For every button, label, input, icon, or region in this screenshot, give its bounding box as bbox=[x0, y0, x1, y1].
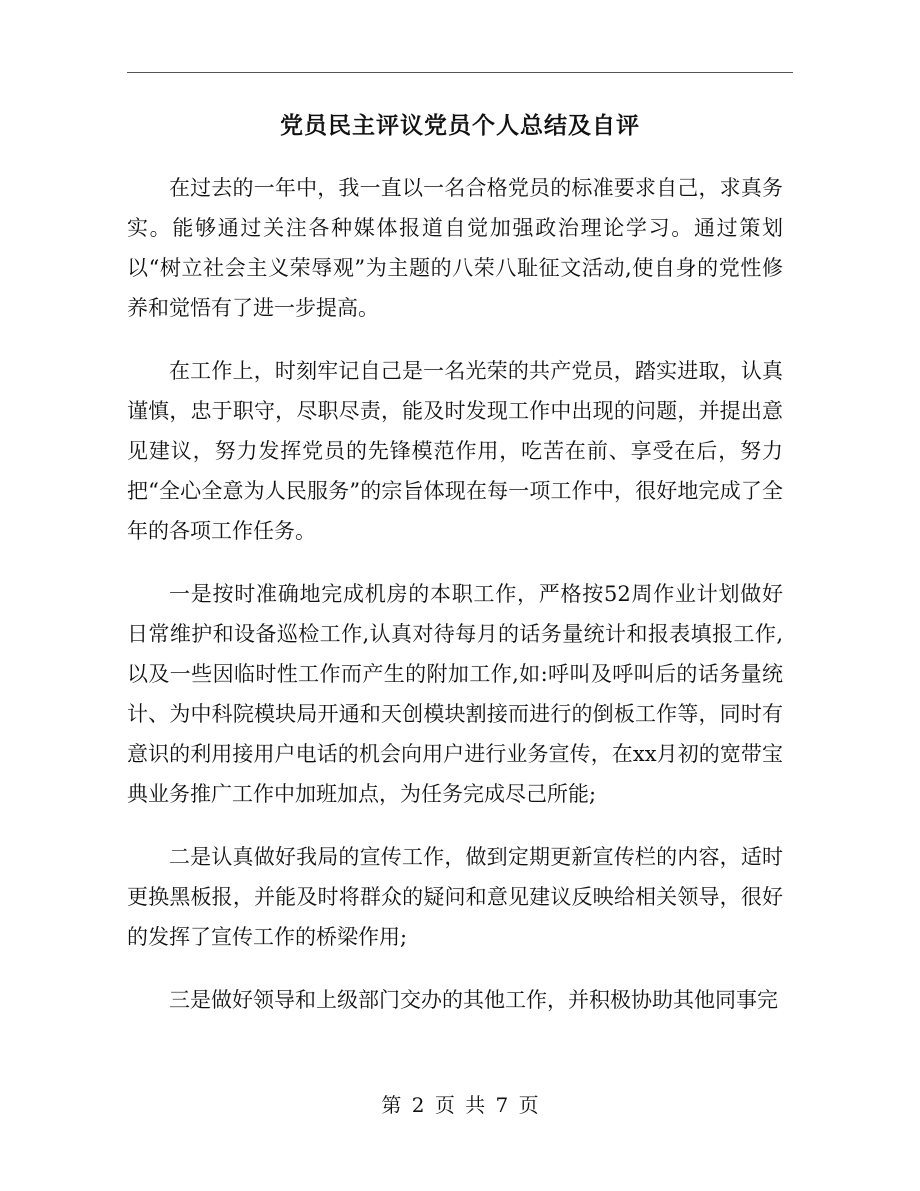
paragraph-4: 二是认真做好我局的宣传工作，做到定期更新宣传栏的内容，适时更换黑板报，并能及时将群众的疑问和意见建议反映给相关领导，很好的发挥了宣传工作的桥梁作用; bbox=[127, 845, 783, 949]
paragraph-2: 在工作上，时刻牢记自己是一名光荣的共产党员，踏实进取，认真谨慎，忠于职守，尽职尽责，能及时发现工作中出现的问题，并提出意见建议，努力发挥党员的先锋模范作用，吃苦在前、享受在后，努力把“全心全意为人民服务”的宗旨体现在每一项工作中，很好地完成了全年的各项工作任务。 bbox=[127, 359, 783, 543]
document-body bbox=[127, 168, 783, 1043]
paragraph-3: 一是按时准确地完成机房的本职工作，严格按52周作业计划做好日常维护和设备巡检工作,认真对待每月的话务量统计和报表填报工作,以及一些因临时性工作而产生的附加工作,如:呼叫及呼叫后的话务量统计、为中科院模块局开通和天创模块割接而进行的倒板工作等，同时有意识的利用接用户电话的机会向用户进行业务宣传，在xx月初的宽带宝典业务推广工作中加班加点，为任务完成尽己所能; bbox=[127, 582, 783, 806]
document-title: 党员民主评议党员个人总结及自评 bbox=[280, 113, 640, 139]
header-rule bbox=[127, 72, 793, 73]
paragraph-5: 三是做好领导和上级部门交办的其他工作，并积极协助其他同事完 bbox=[169, 988, 778, 1012]
page-number: 第 2 页 共 7 页 bbox=[381, 1093, 539, 1117]
paragraph-1: 在过去的一年中，我一直以一名合格党员的标准要求自己，求真务实。能够通过关注各种媒体报道自觉加强政治理论学习。通过策划以“树立社会主义荣辱观”为主题的八荣八耻征文活动,使自身的党性修养和觉悟有了进一步提高。 bbox=[127, 176, 783, 320]
